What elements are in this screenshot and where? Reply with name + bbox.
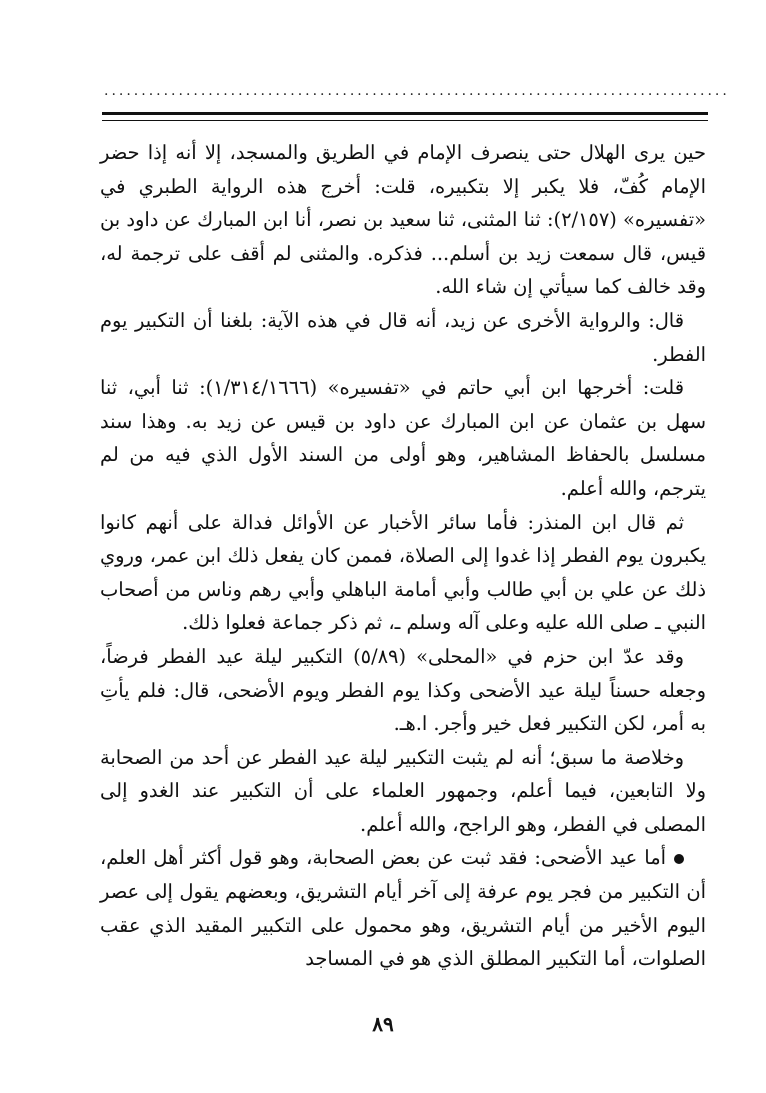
paragraph: وخلاصة ما سبق؛ أنه لم يثبت التكبير ليلة عيد الفطر عن أحد من الصحابة ولا التابعين، فيما أعلم، وجمهور العلماء على أن التكبير عند الغدو إلى المصلى في الفطر، وهو الراجح، والله أعلم. — [100, 745, 706, 836]
paragraph: ثم قال ابن المنذر: فأما سائر الأخبار عن الأوائل فدالة على أنهم كانوا يكبرون يوم الفطر إذا غدوا إلى الصلاة، فممن كان يفعل ذلك ابن عمر، وروي ذلك عن علي بن أبي طالب وأبي أمامة الباهلي وأبي رهم وناس من أصحاب النبي ـ صلى الله عليه وعلى آله وسلم ـ، ثم ذكر جماعة فعلوا ذلك. — [100, 510, 706, 635]
paragraph: قلت: أخرجها ابن أبي حاتم في «تفسيره» (١/٣١٤/١٦٦٦): ثنا أبي، ثنا سهل بن عثمان عن ابن المبارك عن داود بن قيس عن زيد به. وهذا سند مسلسل بالحفاظ المشاهير، وهو أولى من السند الأول الذي فيه من لم يترجم، والله أعلم. — [100, 376, 706, 500]
paragraph: قال: والرواية الأخرى عن زيد، أنه قال في هذه الآية: بلغنا أن التكبير يوم الفطر. — [100, 308, 706, 366]
header-rule-thin — [102, 120, 708, 121]
page-number: ٨٩ — [372, 1012, 394, 1036]
bullet-paragraph — [100, 841, 706, 975]
header-dotted-line: .................................................................................... — [104, 83, 730, 99]
paragraph: حين يرى الهلال حتى ينصرف الإمام في الطريق والمسجد، إلا أنه إذا حضر الإمام كُفّ، فلا يكبر إلا بتكبيره، قلت: أخرج هذه الرواية الطبري في «تفسيره» (٢/١٥٧): ثنا المثنى، ثنا سعيد بن نصر، أنا ابن المبارك عن داود بن قيس، قال سمعت زيد بن أسلم... فذكره. والمثنى لم أقف على ترجمة له، وقد خالف كما سيأتي إن شاء الله. — [100, 141, 706, 299]
bullet-paragraph-text: أما عيد الأضحى: فقد ثبت عن بعض الصحابة، وهو قول أكثر أهل العلم، أن التكبير من فجر يوم عرفة إلى آخر أيام التشريق، وبعضهم يقول إلى عصر اليوم الأخير من أيام التشريق، وهو محمول على التكبير المقيد الذي عقب الصلوات، أما التكبير المطلق الذي هو في المساجد — [100, 846, 706, 971]
paragraph: وقد عدّ ابن حزم في «المحلى» (٥/٨٩) التكبير ليلة عيد الفطر فرضاً، وجعله حسناً ليلة عيد الأضحى وكذا يوم الفطر ويوم الأضحى، قال: فلم يأتِ به أمر، لكن التكبير فعل خير وأجر. ا.هـ. — [100, 644, 706, 736]
bullet-icon — [674, 854, 684, 864]
header-rule-thick — [102, 112, 708, 115]
body-text — [100, 136, 706, 976]
